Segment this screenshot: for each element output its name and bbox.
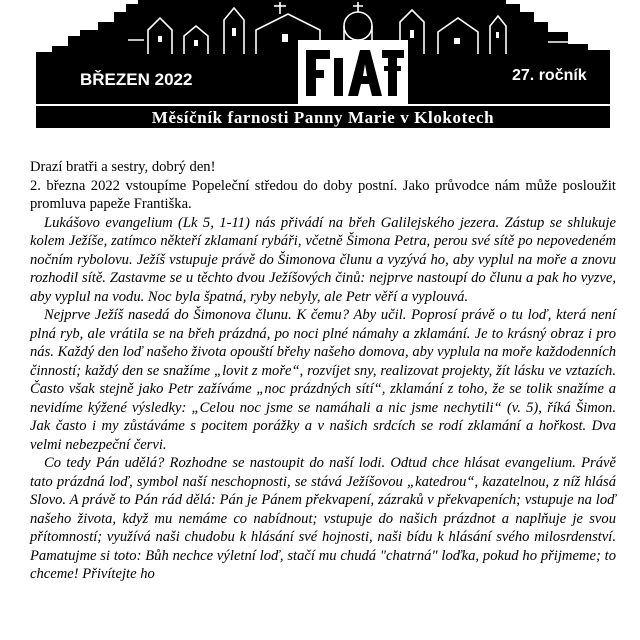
masthead [28, 0, 616, 140]
intro-paragraph: 2. března 2022 vstoupíme Popeleční středou do doby postní. Jako průvodce nám může posloužit promluva papeže Františka. [30, 177, 616, 212]
paragraph-3: Co tedy Pán udělá? Rozhodne se nastoupit do naší lodi. Odtud chce hlásat evangelium. Právě tato prázdná loď, symbol naší neschopnosti, se stává Ježíšovou „katedrou“, kazatelnou, z níž hlásá Slovo. A právě to Pán rád dělá: Pán je Pánem překvapení, zázraků v překvapeních; vstupuje na loď našeho života, když mu nemáme co nabídnout; vstupuje do našich prázdnot a naplňuje je svou přítomností; využívá naši chudobu k hlásání své hojnosti, naši bídu k hlásání svého milosrdenství. Pamatujme si toto: Bůh nechce výletní loď, stačí mu chudá "chatrná" loďka, pokud ho přijmeme; to chceme! Přivítejte ho [30, 455, 616, 582]
paragraph-1: Lukášovo evangelium (Lk 5, 1-11) nás přivádí na břeh Galilejského jezera. Zástup se shlukuje kolem Ježíše, zatímco někteří zklamaní rybáři, včetně Šimona Petra, perou své sítě po nepovedeném nočním rybolovu. Ježíš vstupuje právě do Šimonova člunu a vyzývá ho, aby vyplul na moře a znovu rozhodil sítě. Zastavme se u těchto dvou Ježíšových činů: nejprve nastoupí do člunu a pak ho vyzve, aby vyplul na vodu. Noc byla špatná, ryby nebyly, ale Petr věří a vyplouvá. [30, 214, 616, 305]
greeting: Drazí bratři a sestry, dobrý den! [30, 159, 216, 175]
fiat-logo [298, 40, 408, 104]
subtitle-banner [36, 104, 610, 128]
newsletter-subtitle: Měsíčník farnosti Panny Marie v Klokotech [151, 108, 495, 127]
article-body [30, 158, 616, 584]
issue-volume: 27. ročník [512, 67, 587, 84]
issue-month: BŘEZEN 2022 [80, 70, 193, 89]
paragraph-2: Nejprve Ježíš nasedá do Šimonova člunu. K čemu? Aby učil. Poprosí právě o tu loď, která není plná ryb, ale vrátila se na břeh prázdná, po noci plné námahy a zklamání. Je to krásný obraz i pro nás. Každý den loď našeho života opouští břehy našeho domova, aby vyplula na moře každodenních činností; každý den se snažíme „lovit z moře“, rozvíjet sny, realizovat projekty, žít lásku ve vztazích. Často však stejně jako Petr zažíváme „noc prázdných sítí“, zklamání z toho, že se tolik snažíme a nevidíme kýžené výsledky: „Celou noc jsme se namáhali a nic jsme nechytili“ (v. 5), říká Šimon. Jak často i my zůstáváme s pocitem porážky a v našich srdcích se rodí zklamání a hořkost. Dva velmi nebezpeční červi. [30, 307, 616, 453]
